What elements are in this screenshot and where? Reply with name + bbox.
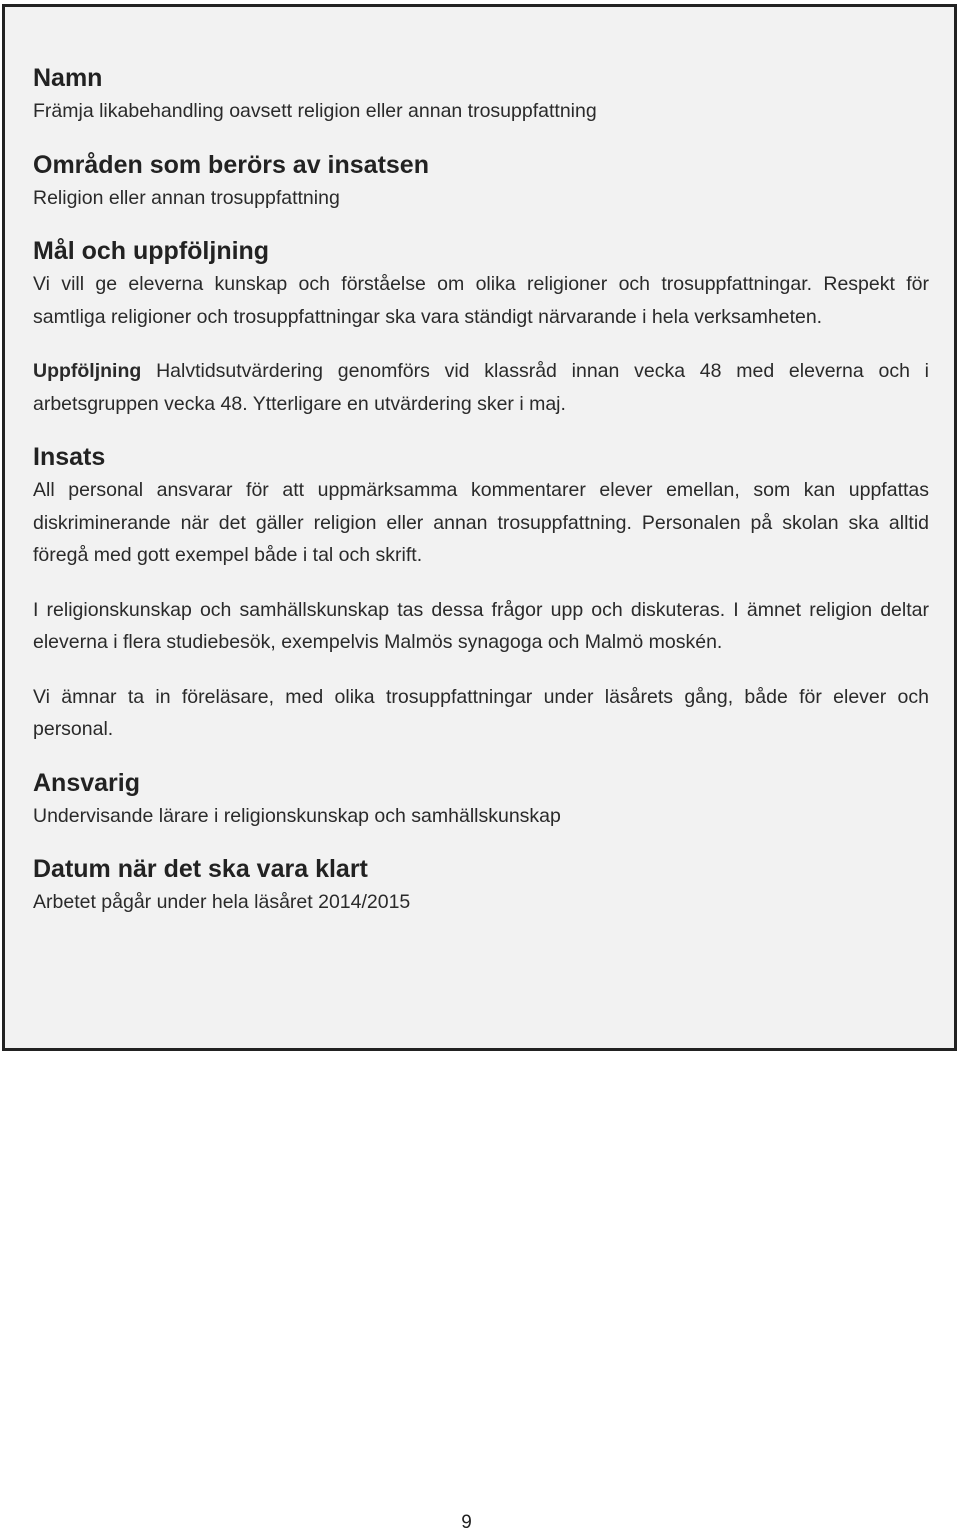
section-heading-insats: Insats [33,443,106,471]
section-heading-namn: Namn [33,64,103,92]
section-text-namn: Främja likabehandling oavsett religion eller annan trosuppfattning [33,100,597,122]
section-heading-omraden: Områden som berörs av insatsen [33,150,429,179]
insats-paragraph-3: Vi ämnar ta in föreläsare, med olika trosuppfattningar under läsårets gång, både för elever och personal. [33,685,929,740]
section-text-ansvarig: Undervisande lärare i religionskunskap och samhällskunskap [33,804,561,827]
section-heading-mal: Mål och uppföljning [33,237,270,265]
section-text-datum: Arbetet pågår under hela läsåret 2014/2015 [33,891,411,913]
followup-label: Uppföljning [33,360,142,382]
section-text-mal: Vi vill ge eleverna kunskap och förståelse om olika religioner och trosuppfattningar. Respekt för samtliga religioner och trosuppfattningar ska vara ständigt närvarande i hela verksamheten. [33,273,929,328]
followup-text: Halvtidsutvärdering genomförs vid klassråd innan vecka 48 med eleverna och i arbetsgruppen vecka 48. Ytterligare en utvärdering sker i maj. [33,360,929,415]
followup-paragraph [33,355,929,420]
info-box [2,4,957,1051]
insats-paragraph-2: I religionskunskap och samhällskunskap tas dessa frågor upp och diskuteras. I ämnet religion deltar eleverna i flera studiebesök, exempelvis Malmös synagoga och Malmö moskén. [33,598,929,653]
section-text-omraden: Religion eller annan trosuppfattning [33,186,340,209]
section-heading-ansvarig: Ansvarig [33,768,140,797]
section-heading-datum: Datum när det ska vara klart [33,855,368,883]
info-box-content [33,61,929,919]
insats-paragraph-1: All personal ansvarar för att uppmärksamma kommentarer elever emellan, som kan uppfattas diskriminerande när det gäller religion eller annan trosuppfattning. Personalen på skolan ska alltid föregå med gott exempel både i tal och skrift. [33,479,929,566]
page-number: 9 [461,1512,472,1533]
